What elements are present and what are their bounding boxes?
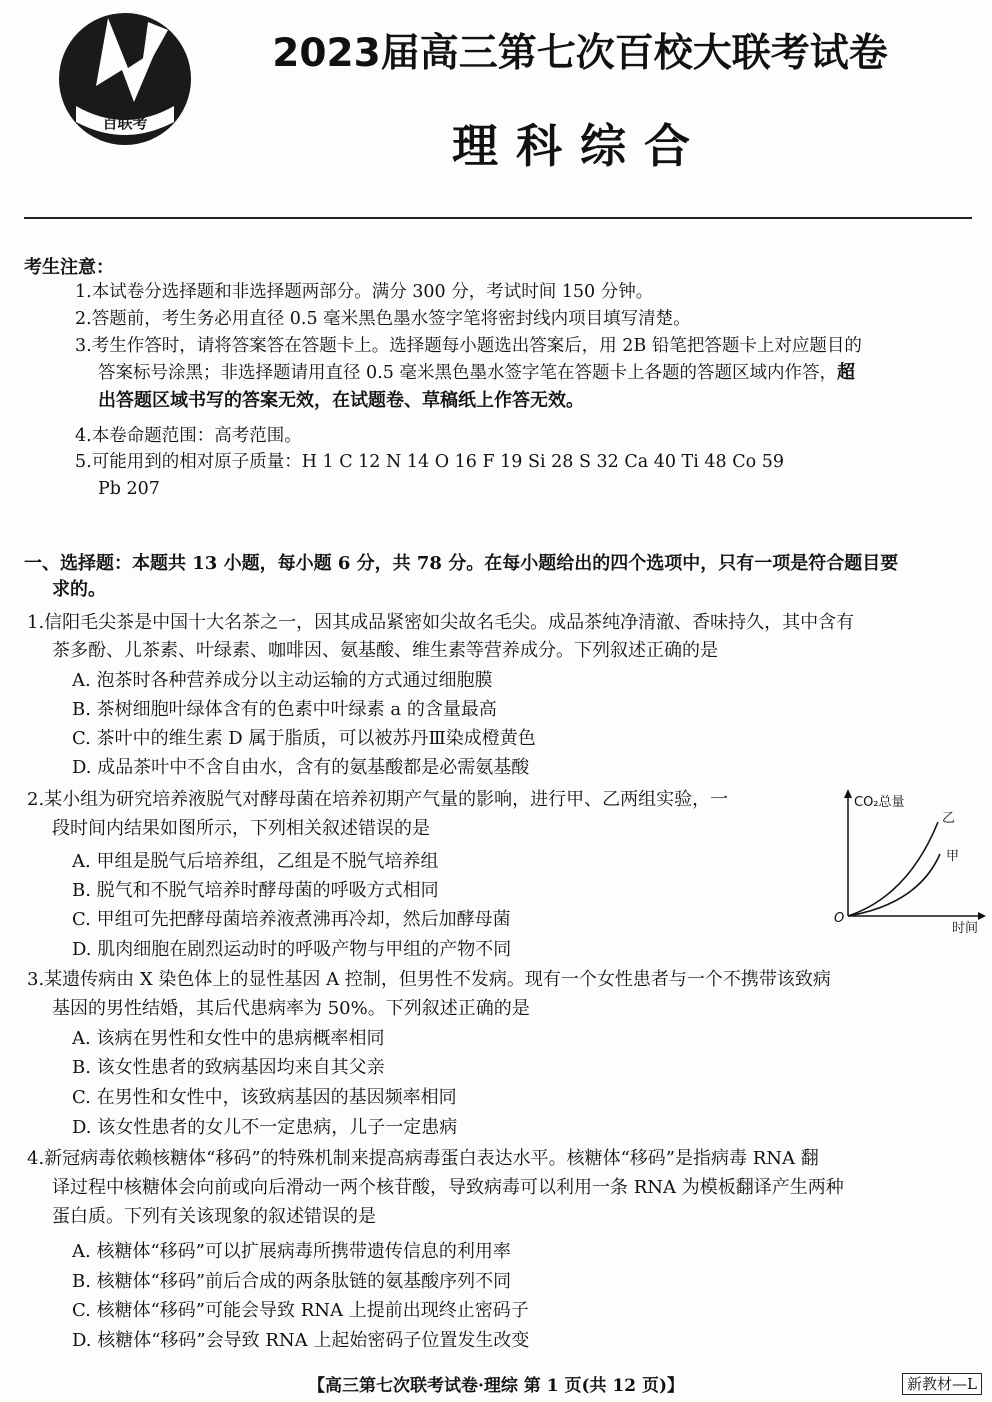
edition-badge: 新教材—L	[902, 1373, 982, 1395]
section-heading-cont: 求的。	[52, 579, 106, 600]
question-3-option-b: B. 该女性患者的致病基因均来自其父亲	[72, 1057, 385, 1078]
section-heading: 一、选择题：本题共 13 小题，每小题 6 分，共 78 分。在每小题给出的四个选项中，只有一项是符合题目要	[24, 553, 899, 574]
exam-title: 2023届高三第七次百校大联考试卷	[272, 31, 888, 76]
page-footer: 【高三第七次联考试卷·理综 第 1 页(共 12 页)】	[307, 1376, 685, 1396]
question-3-stem-cont: 基因的男性结婚，其后代患病率为 50%。下列叙述正确的是	[52, 998, 530, 1019]
header-divider	[24, 217, 972, 219]
question-3-option-d: D. 该女性患者的女儿不一定患病，儿子一定患病	[72, 1117, 458, 1138]
notice-bold-tail: 超	[836, 362, 855, 383]
question-2-stem: 2.某小组为研究培养液脱气对酵母菌在培养初期产气量的影响，进行甲、乙两组实验，一	[27, 789, 729, 810]
question-2-stem-cont: 段时间内结果如图所示，下列相关叙述错误的是	[52, 818, 430, 839]
notice-bold-line: 出答题区域书写的答案无效，在试题卷、草稿纸上作答无效。	[98, 390, 584, 411]
question-4-option-a: A. 核糖体“移码”可以扩展病毒所携带遗传信息的利用率	[72, 1241, 511, 1262]
question-1-option-b: B. 茶树细胞叶绿体含有的色素中叶绿素 a 的含量最高	[72, 699, 497, 720]
question-1-stem-cont: 茶多酚、儿茶素、叶绿素、咖啡因、氨基酸、维生素等营养成分。下列叙述正确的是	[52, 640, 718, 661]
notice-item-3-text: 答案标号涂黑；非选择题请用直径 0.5 毫米黑色墨水签字笔在答题卡上各题的答题区域内作答，	[98, 363, 837, 383]
question-4-option-d: D. 核糖体“移码”会导致 RNA 上起始密码子位置发生改变	[72, 1330, 530, 1351]
question-4-option-c: C. 核糖体“移码”可能会导致 RNA 上提前出现终止密码子	[72, 1300, 529, 1321]
question-1-option-c: C. 茶叶中的维生素 D 属于脂质，可以被苏丹Ⅲ染成橙黄色	[72, 728, 536, 749]
question-1-option-d: D. 成品茶叶中不含自由水，含有的氨基酸都是必需氨基酸	[72, 757, 530, 778]
question-3-stem: 3.某遗传病由 X 染色体上的显性基因 A 控制，但男性不发病。现有一个女性患者与一个不携带该致病	[27, 969, 831, 990]
notice-item-5-cont: Pb 207	[98, 479, 160, 499]
notice-item-1: 1.本试卷分选择题和非选择题两部分。满分 300 分，考试时间 150 分钟。	[75, 282, 654, 302]
question-4-stem-cont-1: 译过程中核糖体会向前或向后滑动一两个核苷酸，导致病毒可以利用一条 RNA 为模板翻译产生两种	[52, 1177, 844, 1198]
exam-subtitle: 理科综合	[452, 119, 708, 173]
x-axis-label: 时间	[952, 921, 979, 936]
logo-text: 百联考	[102, 114, 148, 132]
notice-item-2: 2.答题前，考生务必用直径 0.5 毫米黑色墨水签字笔将密封线内项目填写清楚。	[75, 309, 691, 329]
question-1-stem: 1.信阳毛尖茶是中国十大名茶之一，因其成品紧密如尖故名毛尖。成品茶纯净清澈、香味持久，其中含有	[27, 612, 855, 633]
question-4-option-b: B. 核糖体“移码”前后合成的两条肽链的氨基酸序列不同	[72, 1271, 512, 1292]
series-label-yi: 乙	[942, 811, 956, 826]
curve-jia	[848, 854, 940, 916]
notice-item-3-cont	[98, 362, 855, 384]
question-2-option-c: C. 甲组可先把酵母菌培养液煮沸再冷却，然后加酵母菌	[72, 909, 511, 930]
x-axis-arrow	[978, 912, 986, 920]
exam-logo	[56, 10, 194, 148]
co2-graph	[828, 786, 988, 936]
notice-item-5: 5.可能用到的相对原子质量：H 1 C 12 N 14 O 16 F 19 Si 28 S 32 Ca 40 Ti 48 Co 59	[75, 452, 784, 472]
question-3-option-c: C. 在男性和女性中，该致病基因的基因频率相同	[72, 1087, 457, 1108]
notice-item-4: 4.本卷命题范围：高考范围。	[75, 426, 302, 446]
question-2-option-b: B. 脱气和不脱气培养时酵母菌的呼吸方式相同	[72, 880, 439, 901]
question-2-option-d: D. 肌肉细胞在剧烈运动时的呼吸产物与甲组的产物不同	[72, 939, 512, 960]
question-2-option-a: A. 甲组是脱气后培养组，乙组是不脱气培养组	[72, 851, 439, 872]
origin-label: O	[834, 911, 845, 926]
question-4-stem: 4.新冠病毒依赖核糖体“移码”的特殊机制来提高病毒蛋白表达水平。核糖体“移码”是指病毒 RNA 翻	[27, 1148, 819, 1169]
notice-item-3: 3.考生作答时，请将答案答在答题卡上。选择题每小题选出答案后，用 2B 铅笔把答题卡上对应题目的	[75, 336, 862, 356]
notice-title: 考生注意：	[24, 257, 114, 278]
question-4-stem-cont-2: 蛋白质。下列有关该现象的叙述错误的是	[52, 1206, 376, 1227]
question-1-option-a: A. 泡茶时各种营养成分以主动运输的方式通过细胞膜	[72, 670, 493, 691]
y-axis-label: CO₂总量	[854, 795, 905, 810]
series-label-jia: 甲	[946, 849, 960, 864]
y-axis-arrow	[844, 789, 852, 798]
question-3-option-a: A. 该病在男性和女性中的患病概率相同	[72, 1028, 385, 1049]
